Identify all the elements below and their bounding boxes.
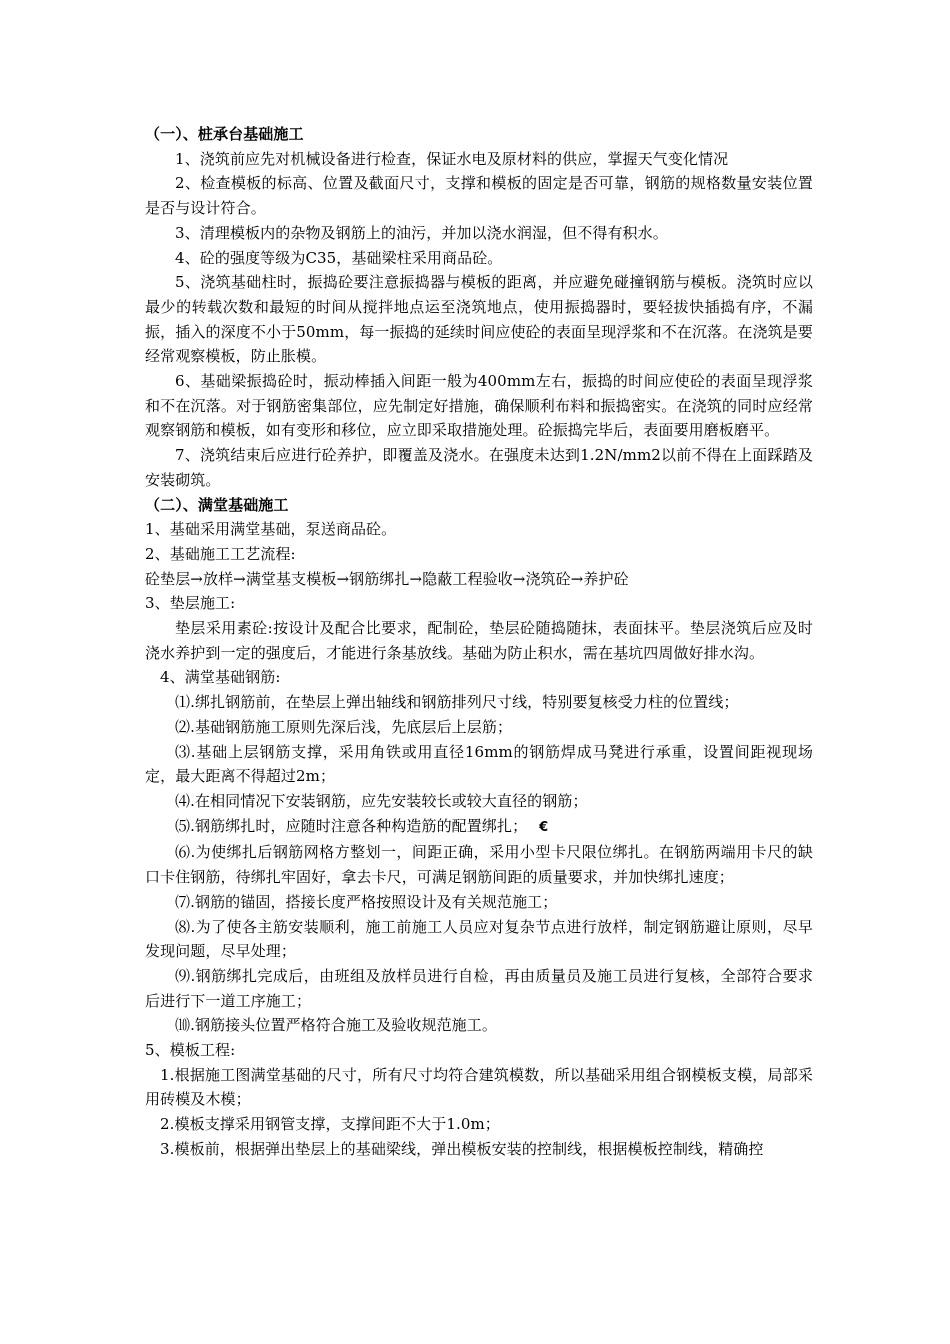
rebar-step-10: ⑽.钢筋接头位置严格符合施工及验收规范施工。 (175, 1016, 497, 1035)
section-2-item-1: 1、基础采用满堂基础，泵送商品砼。 (145, 520, 397, 539)
section-2-item-5: 5、模板工程: (145, 1041, 236, 1060)
section-1-paragraph-4: 4、砼的强度等级为C35，基础梁柱采用商品砼。 (175, 248, 503, 267)
rebar-step-5 (145, 814, 813, 841)
paragraph-mark: € (539, 819, 549, 835)
rebar-step-4: ⑷.在相同情况下安装钢筋，应先安装较长或较大直径的钢筋； (175, 791, 588, 810)
section-1-paragraph-6: 6、基础梁振捣砼时，振动棒插入间距一般为400mm左右，振捣的时间应使砼的表面呈现浮浆和不在沉落。对于钢筋密集部位，应先制定好措施，确保顺利布料和振捣密实。在浇筑的同时应经常观察钢筋和模板，如有变形和移位，应立即采取措施处理。砼振捣完毕后，表面要用磨板磨平。 (145, 372, 813, 440)
section-1-title: （一）、桩承台基础施工 (145, 125, 304, 143)
cushion-layer-text: 垫层采用素砼:按设计及配合比要求，配制砼，垫层砼随捣随抹，表面抹平。垫层浇筑后应及时浇水养护到一定的强度后，才能进行条基放线。基础为防止积水，需在基坑四周做好排水沟。 (145, 619, 813, 662)
section-1-paragraph-7: 7、浇筑结束后应进行砼养护，即覆盖及浇水。在强度未达到1.2N/mm2以前不得在上面踩踏及安装砌筑。 (145, 446, 813, 489)
rebar-step-6: ⑹.为使绑扎后钢筋网格方整划一，间距正确，采用小型卡尺限位绑扎。在钢筋两端用卡尺的缺口卡住钢筋，待绑扎牢固好，拿去卡尺，可满足钢筋间距的质量要求，并加快绑扎速度； (145, 843, 813, 887)
section-1-paragraph-1: 1、浇筑前应先对机械设备进行检查，保证水电及原材料的供应，掌握天气变化情况 (175, 149, 729, 168)
rebar-step-5-text: ⑸.钢筋绑扎时，应随时注意各种构造筋的配置绑扎； (175, 816, 528, 835)
section-2-title: （二）、满堂基础施工 (145, 495, 289, 514)
rebar-step-7: ⑺.钢筋的锚固，搭接长度严格按照设计及有关规范施工； (175, 892, 558, 911)
section-1-paragraph-2: 2、检查模板的标高、位置及截面尺寸，支撑和模板的固定是否可靠，钢筋的规格数量安装位置是否与设计符合。 (145, 174, 813, 218)
rebar-step-2: ⑵.基础钢筋施工原则先深后浅，先底层后上层筋； (175, 717, 513, 736)
section-2-item-4: 4、满堂基础钢筋: (160, 668, 281, 687)
formwork-step-2: 2.模板支撑采用钢管支撑，支撑间距不大于1.0m； (160, 1115, 500, 1134)
formwork-step-1: 1.根据施工图满堂基础的尺寸，所有尺寸均符合建筑模数，所以基础采用组合钢模板支模，局部采用砖模及木模； (145, 1065, 813, 1109)
document-body (145, 122, 813, 1162)
section-2-item-2: 2、基础施工工艺流程: (145, 544, 296, 563)
rebar-step-9: ⑼.钢筋绑扎完成后，由班组及放样员进行自检，再由质量员及施工员进行复核，全部符合要求后进行下一道工序施工； (145, 966, 813, 1010)
section-1-paragraph-5: 5、浇筑基础柱时，振捣砼要注意振捣器与模板的距离，并应避免碰撞钢筋与模板。浇筑时应以最少的转载次数和最短的时间从搅拌地点运至浇筑地点，使用振捣器时，要轻拔快插捣有序，不漏振，插入的深度不小于50mm，每一振捣的延续时间应使砼的表面呈现浮浆和不在沉落。在浇筑是要经常观察模板，防止胀模。 (145, 273, 813, 366)
rebar-step-8: ⑻.为了使各主筋安装顺利，施工前施工人员应对复杂节点进行放样，制定钢筋避让原则，尽早发现问题，尽早处理； (145, 917, 813, 961)
section-1-paragraph-3: 3、清理模板内的杂物及钢筋上的油污，并加以浇水润湿，但不得有积水。 (175, 223, 668, 242)
section-2-item-3: 3、垫层施工: (145, 594, 236, 613)
formwork-step-3: 3.模板前，根据弹出垫层上的基础梁线，弹出模板安装的控制线，根据模板控制线，精确控 (160, 1139, 764, 1158)
process-flow: 砼垫层→放样→满堂基支模板→钢筋绑扎→隐蔽工程验收→浇筑砼→养护砼 (145, 569, 629, 588)
rebar-step-3: ⑶.基础上层钢筋支撑，采用角铁或用直径16mm的钢筋焊成马凳进行承重，设置间距视现场定，最大距离不得超过2m； (145, 742, 813, 786)
rebar-step-1: ⑴.绑扎钢筋前，在垫层上弹出轴线和钢筋排列尺寸线，特别要复核受力柱的位置线； (175, 693, 739, 712)
